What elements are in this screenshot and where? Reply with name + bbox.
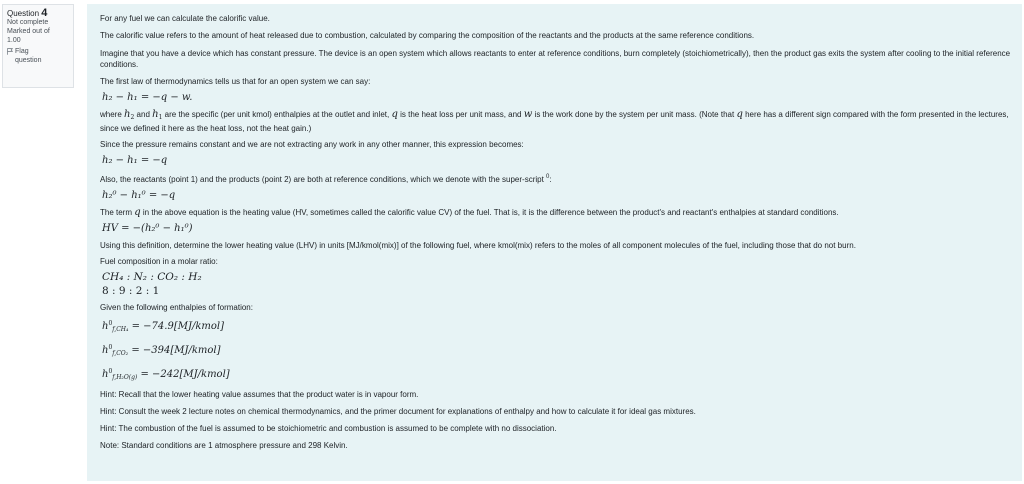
enthalpy-co2-value: = −394[MJ/kmol] bbox=[131, 345, 221, 356]
var-h2: $h_2$ bbox=[124, 109, 135, 121]
equation-reference bbox=[102, 191, 1022, 201]
equation-first-law-text: h₂ − h₁ = −q − w. bbox=[102, 92, 193, 103]
term-text bbox=[100, 208, 1022, 218]
question-status: Not complete bbox=[7, 19, 49, 26]
enthalpy-ch4-value: = −74.9[MJ/kmol] bbox=[131, 321, 225, 332]
equation-constant-pressure-text: h₂ − h₁ = −q bbox=[102, 155, 168, 166]
equation-heating-value-text: HV = −(h₂⁰ − h₁⁰) bbox=[102, 223, 193, 234]
where-part-5: here has a different sign compared with the form presented in the lectures, since we defined it here as the heat loss, not the heat gain.) bbox=[100, 110, 1009, 133]
where-and: and bbox=[136, 110, 150, 119]
equation-constant-pressure bbox=[102, 156, 1022, 166]
since-text: Since the pressure remains constant and we are not extracting any work in any other manner, this expression becomes: bbox=[100, 140, 524, 149]
imagine-text: Imagine that you have a device which has constant pressure. The device is an open system which allows reactants to enter at reference conditions, burn completely (stoichiometrically), then the product gas exits the system after cooling to the initial reference conditions. bbox=[100, 49, 1011, 69]
molar-ratio-values: 8 : 9 : 2 : 1 bbox=[102, 285, 160, 297]
hint-2: Hint: Consult the week 2 lecture notes on chemical thermodynamics, and the primer document for explanations of enthalpy and how to calculate it for ideal gas mixtures. bbox=[100, 407, 696, 416]
where-text bbox=[100, 109, 1022, 134]
also-end: : bbox=[549, 175, 552, 184]
enthalpy-h2o: $h^0_{f,H_2O(g)}$ = −242[MJ/kmol] bbox=[102, 368, 230, 381]
question-label: Question bbox=[7, 9, 40, 18]
var-w: w bbox=[523, 109, 533, 120]
hint-1: Hint: Recall that the lower heating value assumes that the product water is in vapour form. bbox=[100, 390, 419, 399]
definition-text: The calorific value refers to the amount of heat released due to combustion, calculated by comparing the composition of the reactants and the products at the same reference conditions. bbox=[100, 31, 755, 40]
also-superscript: 0 bbox=[546, 174, 550, 180]
flag-question-label: Flag question bbox=[15, 48, 42, 64]
enthalpy-co2: $h^0_{f,CO_2}$ = −394[MJ/kmol] bbox=[102, 344, 221, 357]
where-part-1: where bbox=[100, 110, 122, 119]
question-number-value: 4 bbox=[41, 7, 48, 19]
equation-first-law bbox=[102, 93, 1022, 103]
intro-text: For any fuel we can calculate the calorific value. bbox=[100, 14, 270, 23]
var-h1: $h_1$ bbox=[152, 109, 163, 121]
also-text bbox=[100, 172, 1022, 185]
where-part-2: are the specific (per unit kmol) enthalpies at the outlet and inlet, bbox=[164, 110, 390, 119]
question-text bbox=[87, 4, 1022, 481]
var-q-2: q bbox=[736, 109, 743, 120]
enthalpy-ch4: $h^0_{f,CH_4}$ = −74.9[MJ/kmol] bbox=[102, 320, 225, 333]
molar-ratio bbox=[102, 286, 1022, 296]
question-number bbox=[7, 9, 69, 18]
term-part-1: The term bbox=[100, 208, 133, 217]
where-part-4: is the work done by the system per unit mass. (Note that bbox=[534, 110, 735, 119]
marked-label: Marked out of bbox=[7, 28, 50, 35]
equation-reference-text: h₂⁰ − h₁⁰ = −q bbox=[102, 190, 176, 201]
flag-question-button[interactable] bbox=[7, 47, 69, 65]
hint-3: Hint: The combustion of the fuel is assumed to be stoichiometric and combustion is assumed to be complete with no dissociation. bbox=[100, 424, 557, 433]
also-part-1: Also, the reactants (point 1) and the products (point 2) are both at reference conditions, which we denote with the super-script bbox=[100, 175, 544, 184]
flag-icon bbox=[7, 47, 13, 58]
species-ratio bbox=[102, 272, 1022, 282]
using-text: Using this definition, determine the lower heating value (LHV) in units [MJ/kmol(mix)] of the following fuel, where kmol(mix) refers to the moles of all component molecules of the fuel, including those that do not burn. bbox=[100, 241, 856, 250]
first-law-text: The first law of thermodynamics tells us that for an open system we can say: bbox=[100, 77, 371, 86]
fuel-text: Fuel composition in a molar ratio: bbox=[100, 257, 218, 266]
question-info bbox=[2, 4, 74, 88]
given-text: Given the following enthalpies of formation: bbox=[100, 303, 253, 312]
species-list: CH₄ : N₂ : CO₂ : H₂ bbox=[102, 271, 202, 283]
marks-value: 1.00 bbox=[7, 37, 21, 44]
var-q: q bbox=[391, 109, 398, 120]
note-text: Note: Standard conditions are 1 atmosphere pressure and 298 Kelvin. bbox=[100, 441, 348, 450]
equation-heating-value bbox=[102, 224, 1022, 234]
term-part-2: in the above equation is the heating value (HV, sometimes called the calorific value CV) of the fuel. That is, it is the difference between the product's and reactant's enthalpies at standard conditions. bbox=[142, 208, 839, 217]
var-q-3: q bbox=[134, 207, 141, 218]
enthalpy-h2o-value: = −242[MJ/kmol] bbox=[140, 369, 230, 380]
where-part-3: is the heat loss per unit mass, and bbox=[400, 110, 522, 119]
